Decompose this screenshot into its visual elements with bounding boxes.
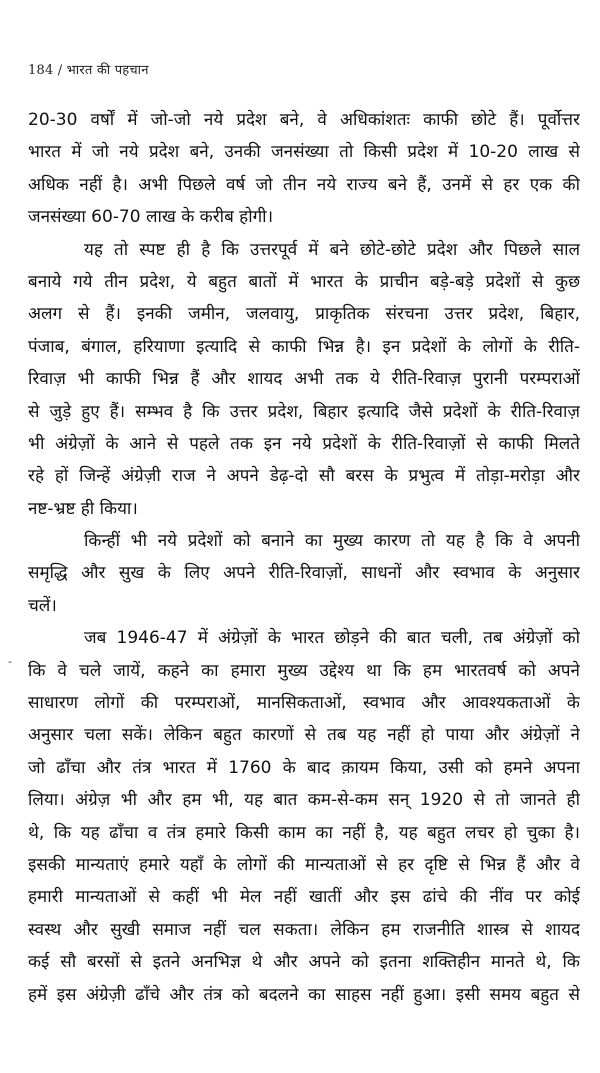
running-head: 184 / भारत की पहचान [28, 63, 149, 78]
text-line: इसकी मान्यताएं हमारे यहाँ के लोगों की मान्यताओं से हर दृष्टि से भिन्न हैं और वे [28, 854, 580, 875]
margin-mark: - [8, 655, 12, 668]
text-line: हमारी मान्यताओं से कहीं भी मेल नहीं खातीं और इस ढांचे की नींव पर कोई [28, 887, 580, 908]
text-line: कि वे चले जायें, कहने का हमारा मुख्य उद्देश्य था कि हम भारतवर्ष को अपने [28, 660, 580, 681]
text-line: अनुसार चला सकें। लेकिन बहुत कारणों से तब यह नहीं हो पाया और अंग्रेज़ों ने [28, 725, 580, 746]
text-line: समृद्धि और सुख के लिए अपने रीति-रिवाज़ों, साधनों और स्वभाव के अनुसार [28, 563, 580, 584]
text-line: लिया। अंग्रेज़ भी और हम भी, यह बात कम-से-कम सन् 1920 से तो जानते ही [28, 790, 580, 811]
text-line: हमें इस अंग्रेज़ी ढाँचे और तंत्र को बदलने का साहस नहीं हुआ। इसी समय बहुत से [28, 984, 580, 1005]
text-line: चलें। [28, 595, 57, 616]
text-line: रहे हों जिन्हें अंग्रेज़ी राज ने अपने डेढ़-दो सौ बरस के प्रभुत्व में तोड़ा-मरोड़ा और [28, 466, 580, 487]
text-line: स्वस्थ और सुखी समाज नहीं चल सकता। लेकिन हम राजनीति शास्त्र से शायद [28, 919, 580, 940]
text-line: से जुड़े हुए हैं। सम्भव है कि उत्तर प्रदेश, बिहार इत्यादि जैसे प्रदेशों के रीति-रिवाज़ [28, 401, 580, 422]
text-line: अधिक नहीं है। अभी पिछले वर्ष जो तीन नये राज्य बने हैं, उनमें से हर एक की [28, 174, 580, 195]
text-line: भी अंग्रेज़ों के आने से पहले तक इन नये प्रदेशों के रीति-रिवाज़ों से काफी मिलते [28, 433, 580, 454]
text-line: थे, कि यह ढाँचा व तंत्र हमारे किसी काम का नहीं है, यह बहुत लचर हो चुका है। [28, 822, 580, 843]
text-line: बनाये गये तीन प्रदेश, ये बहुत बातों में भारत के प्राचीन बड़े-बड़े प्रदेशों से कुछ [28, 271, 580, 292]
text-line: कई सौ बरसों से इतने अनभिज्ञ थे और अपने को इतना शक्तिहीन मानते थे, कि [28, 952, 580, 973]
text-line: यह तो स्पष्ट ही है कि उत्तरपूर्व में बने छोटे-छोटे प्रदेश और पिछले साल [84, 239, 580, 260]
text-line: साधारण लोगों की परम्पराओं, मानसिकताओं, स्वभाव और आवश्यकताओं के [28, 693, 580, 714]
text-line: जब 1946-47 में अंग्रेज़ों के भारत छोड़ने की बात चली, तब अंग्रेज़ों को [84, 628, 580, 649]
text-line: अलग से हैं। इनकी जमीन, जलवायु, प्राकृतिक संरचना उत्तर प्रदेश, बिहार, [28, 304, 580, 325]
text-line: 20-30 वर्षों में जो-जो नये प्रदेश बने, वे अधिकांशतः काफी छोटे हैं। पूर्वोत्तर [28, 110, 580, 130]
text-line: पंजाब, बंगाल, हरियाणा इत्यादि से काफी भिन्न है। इन प्रदेशों के लोगों के रीति- [28, 336, 580, 357]
text-line: रिवाज़ भी काफी भिन्न हैं और शायद अभी तक ये रीति-रिवाज़ पुरानी परम्पराओं [28, 369, 580, 390]
text-line: भारत में जो नये प्रदेश बने, उनकी जनसंख्या तो किसी प्रदेश में 10-20 लाख से [28, 142, 580, 163]
text-line: जो ढाँचा और तंत्र भारत में 1760 के बाद क़ायम किया, उसी को हमने अपना [28, 757, 580, 778]
text-line: नष्ट-भ्रष्ट ही किया। [28, 498, 138, 519]
text-line: जनसंख्या 60-70 लाख के करीब होगी। [28, 207, 274, 228]
text-line: किन्हीं भी नये प्रदेशों को बनाने का मुख्य कारण तो यह है कि वे अपनी [84, 531, 580, 552]
body-text [28, 104, 580, 1011]
